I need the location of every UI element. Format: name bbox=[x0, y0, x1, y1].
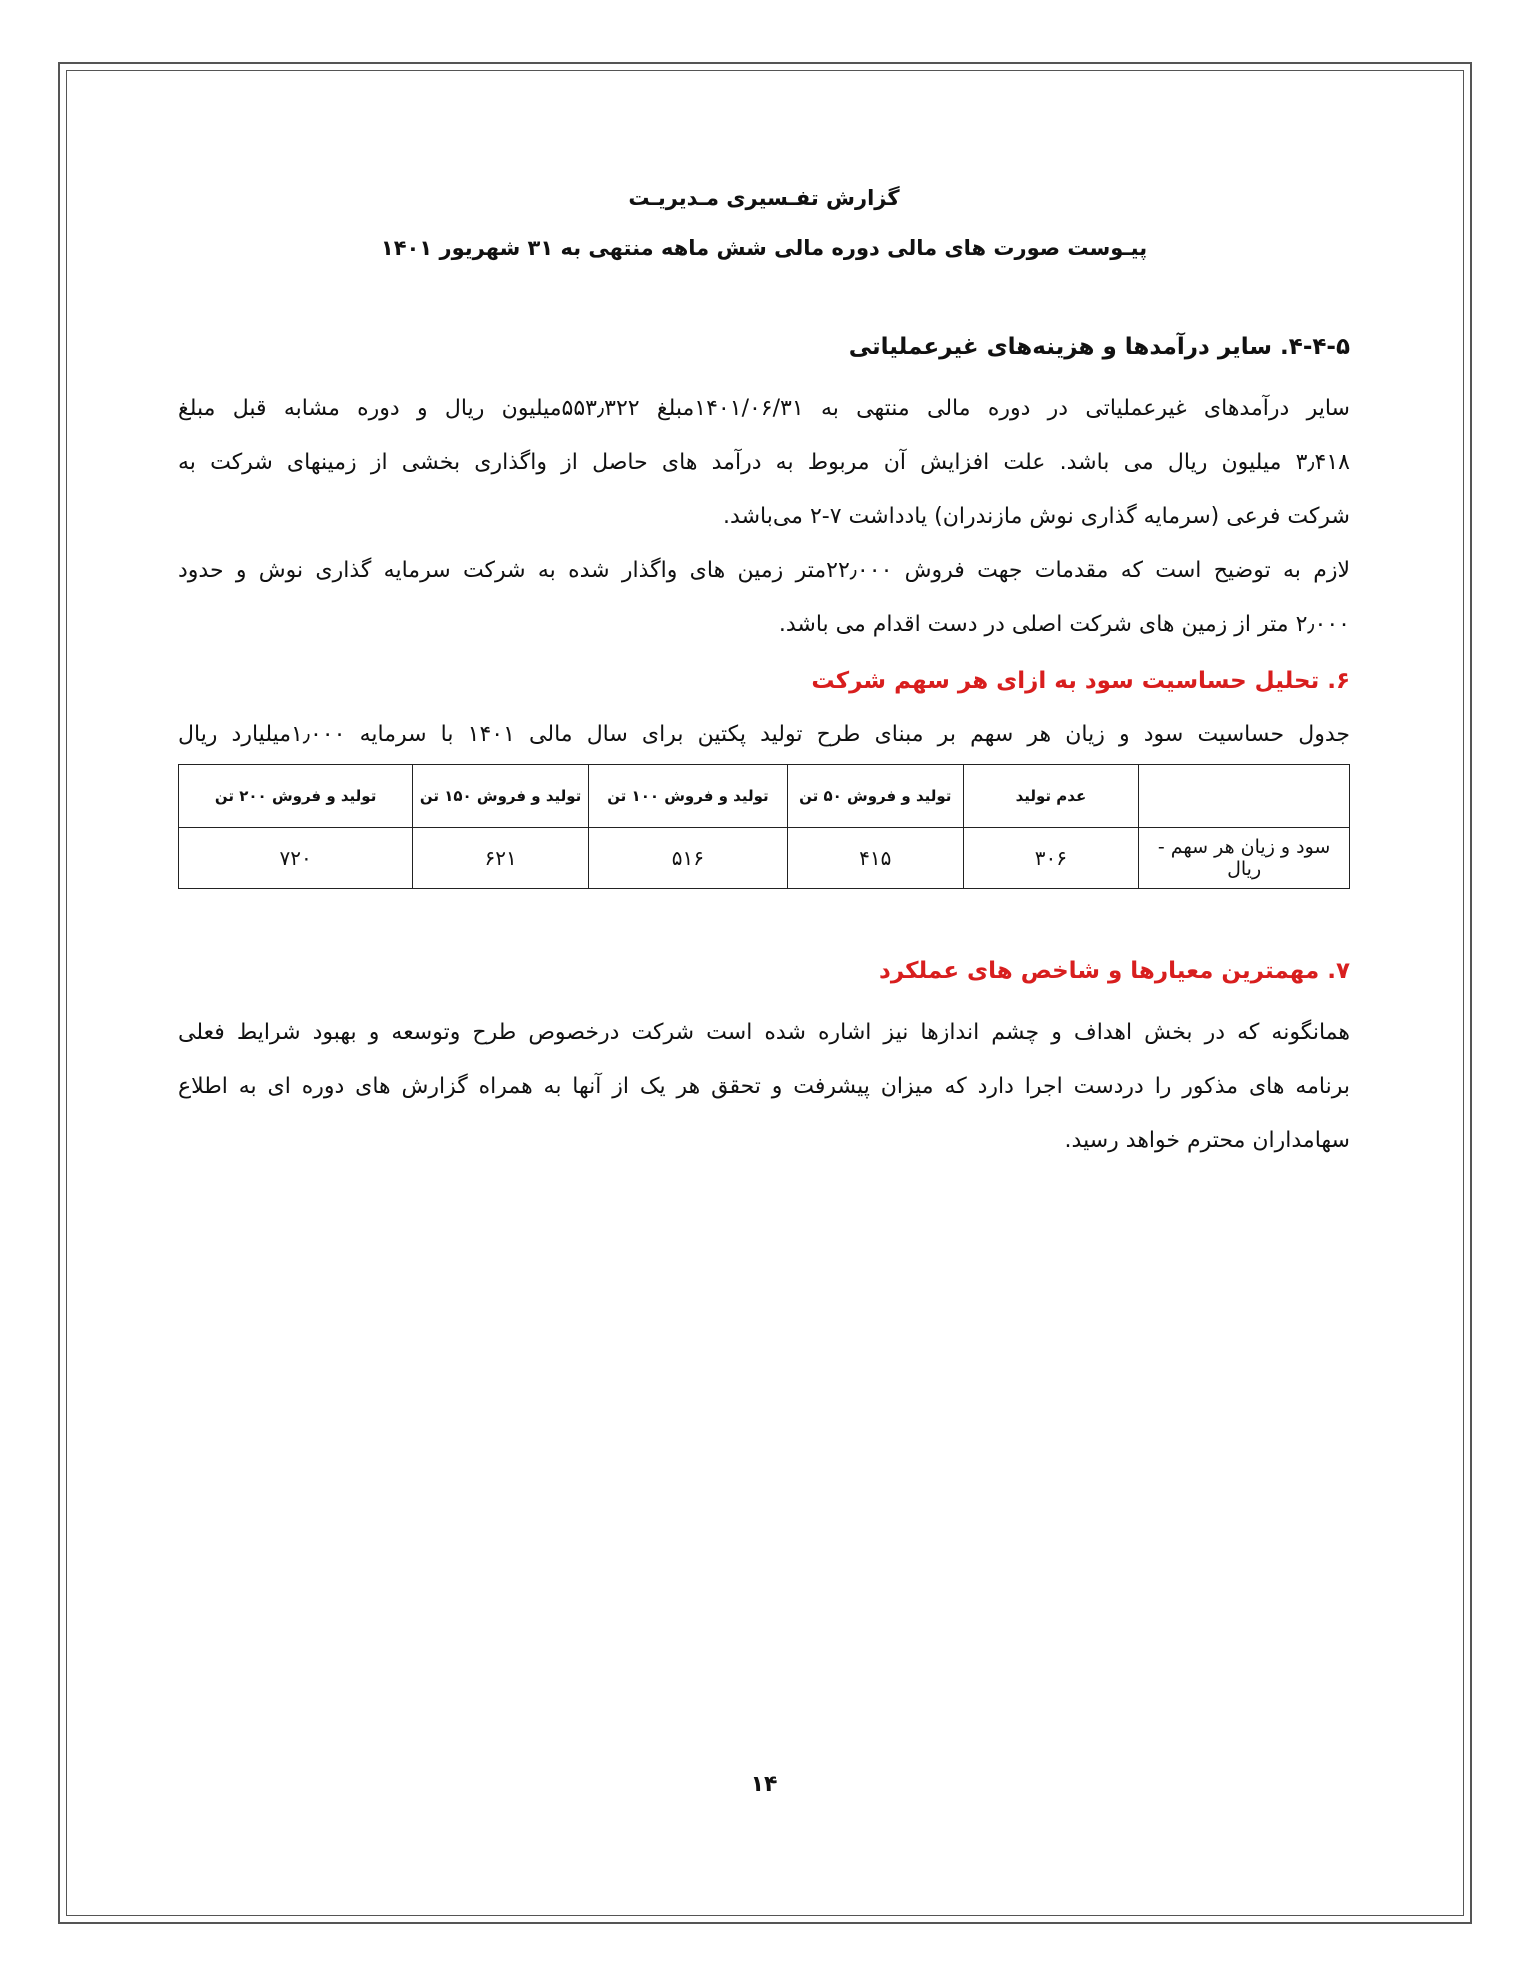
paragraph-line: سهامداران محترم خواهد رسید. bbox=[1064, 1128, 1350, 1153]
table-header-cell: تولید و فروش ۱۵۰ تن bbox=[413, 765, 589, 828]
paragraph-line: برنامه های مذکور را دردست اجرا دارد که میزان پیشرفت و تحقق هر یک از آنها به همراه گزارش های دوره ای به اطلاع bbox=[178, 1074, 1350, 1099]
table-cell: ۶۲۱ bbox=[413, 828, 589, 889]
table-row-label: سود و زیان هر سهم - ریال bbox=[1139, 828, 1350, 889]
document-page bbox=[178, 0, 1350, 1980]
table-header-cell: تولید و فروش ۲۰۰ تن bbox=[179, 765, 413, 828]
table-header-cell bbox=[1139, 765, 1350, 828]
table-row bbox=[179, 828, 1350, 889]
table-header-cell: تولید و فروش ۵۰ تن bbox=[787, 765, 963, 828]
table-cell: ۵۱۶ bbox=[588, 828, 787, 889]
report-subtitle: پیـوست صورت های مالی دوره مالی شش ماهه منتهی به ۳۱ شهریور ۱۴۰۱ bbox=[380, 236, 1148, 260]
paragraph-line: ۳٫۴۱۸ میلیون ریال می باشد. علت افزایش آن مربوط به درآمد های حاصل از واگذاری بخشی از زمینهای شرکت به bbox=[178, 450, 1350, 475]
table-cell: ۳۰۶ bbox=[963, 828, 1139, 889]
paragraph-line: سایر درآمدهای غیرعملیاتی در دوره مالی منتهی به ۱۴۰۱/۰۶/۳۱مبلغ ۵۵۳٫۳۲۲میلیون ریال و دوره مشابه قبل مبلغ bbox=[178, 396, 1350, 421]
section-7-body bbox=[178, 1006, 1350, 1168]
paragraph-line: شرکت فرعی (سرمایه گذاری نوش مازندران) یادداشت ۷-۲ می‌باشد. bbox=[723, 504, 1350, 529]
page-number: ۱۴ bbox=[750, 1772, 778, 1797]
sensitivity-table bbox=[178, 764, 1350, 889]
section-heading-4-4-5: ۴-۴-۵. سایر درآمدها و هزینه‌های غیرعملیاتی bbox=[848, 334, 1350, 360]
section-4-4-5-body bbox=[178, 382, 1350, 652]
table-cell: ۴۱۵ bbox=[787, 828, 963, 889]
table-header-cell: تولید و فروش ۱۰۰ تن bbox=[588, 765, 787, 828]
section-heading-6: ۶. تحلیل حساسیت سود به ازای هر سهم شرکت bbox=[811, 668, 1350, 694]
report-title: گزارش تفـسیری مـدیریـت bbox=[628, 186, 900, 210]
paragraph-line: لازم به توضیح است که مقدمات جهت فروش ۲۲٫۰۰۰متر زمین های واگذار شده به شرکت سرمایه گذاری نوش و حدود bbox=[178, 558, 1350, 583]
table-header-row bbox=[179, 765, 1350, 828]
paragraph-line: همانگونه که در بخش اهداف و چشم اندازها نیز اشاره شده است شرکت درخصوص طرح وتوسعه و بهبود شرایط فعلی bbox=[178, 1020, 1350, 1045]
table-cell: ۷۲۰ bbox=[179, 828, 413, 889]
table-caption: جدول حساسیت سود و زیان هر سهم بر مبنای طرح تولید پکتین برای سال مالی ۱۴۰۱ با سرمایه ۱٫۰۰۰میلیارد ریال bbox=[178, 722, 1350, 747]
section-heading-7: ۷. مهمترین معیارها و شاخص های عملکرد bbox=[879, 958, 1350, 984]
table-header-cell: عدم تولید bbox=[963, 765, 1139, 828]
paragraph-line: ۲٫۰۰۰ متر از زمین های شرکت اصلی در دست اقدام می باشد. bbox=[778, 612, 1350, 637]
